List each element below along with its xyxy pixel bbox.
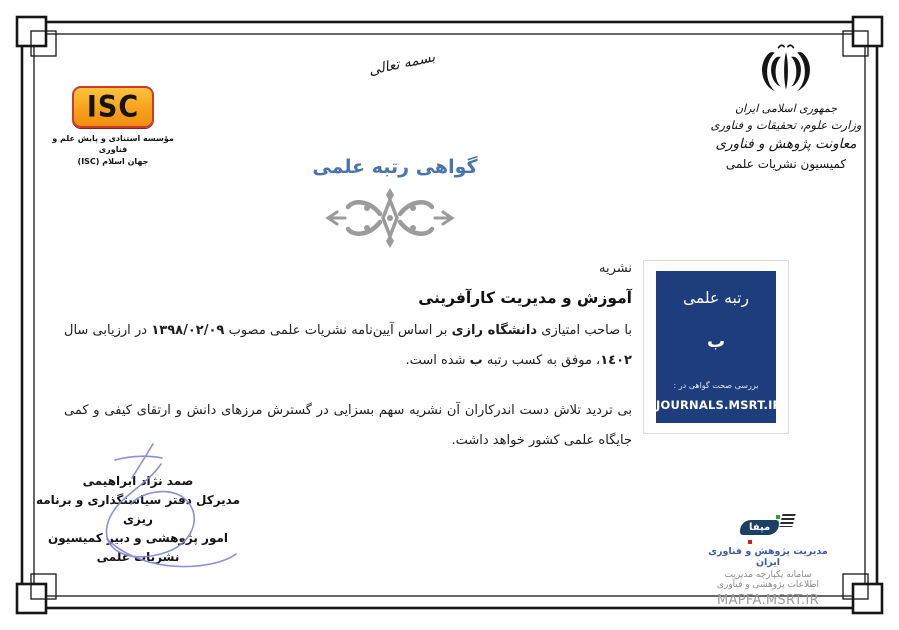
signature-block (30, 472, 246, 567)
certificate-paragraph-1 (64, 316, 632, 375)
ministry-block (690, 42, 882, 171)
signer-role-line1: مدیرکل دفتر سیاستگذاری و برنامه ریزی (35, 493, 241, 526)
isc-logo (72, 86, 154, 128)
isc-logo-text: ISC (86, 90, 140, 124)
arabesque-ornament (322, 186, 458, 250)
signer-name: صمد نژاد ابراهیمی (82, 474, 194, 488)
bismillah-text: بسمه تعالی (367, 49, 437, 79)
certificate-paragraph-2: بی تردید تلاش دست اندرکاران آن نشریه سهم بسزایی در گسترش مرزهای دانش و ارتقای کیفی و کمی جایگاه علمی کشور خواهد داشت. (64, 403, 632, 448)
rank-badge-outer-border (643, 260, 789, 434)
badge-title: رتبه علمی (683, 289, 749, 307)
badge-grade: ب (706, 331, 726, 352)
signer-role-line2: امور پژوهشی و دبیر کمیسیون (47, 531, 229, 545)
mapfa-title-line: مدیریت پژوهش و فناوری ایران (708, 546, 828, 568)
signer-role-line3: نشریات علمی (96, 550, 180, 564)
p1-text-5: شده است. (405, 352, 470, 368)
p1-grade-letter: ب (469, 352, 483, 368)
isc-caption-line1: مؤسسه استنادی و پایش علم و فناوری (52, 134, 174, 154)
p1-evaluation-year: ١٤٠٢ (600, 352, 632, 368)
ministry-name-line: وزارت علوم، تحقیقات و فناوری (710, 118, 862, 132)
p1-text-1: با صاحب امتیازی (537, 323, 633, 338)
p1-text-3: در ارزیابی سال (64, 323, 152, 338)
p1-university-name: دانشگاه رازی (451, 323, 538, 338)
journal-name: آموزش و مدیریت کارآفرینی (418, 289, 632, 307)
mapfa-block (697, 514, 839, 608)
ministry-country-line: جمهوری اسلامی ایران (734, 102, 838, 115)
p1-text-2: بر اساس آیین‌نامه نشریات علمی مصوب (224, 323, 452, 338)
isc-block (50, 86, 176, 167)
mapfa-red-dot (748, 540, 752, 544)
rank-badge (656, 271, 782, 423)
certificate-body (64, 261, 632, 455)
mapfa-logo-text: مپفا (740, 520, 779, 535)
ministry-deputy-line: معاونت پژوهش و فناوری (715, 136, 857, 152)
iran-emblem-icon (756, 42, 816, 98)
mapfa-pages-icon (779, 514, 795, 527)
mapfa-logo (738, 514, 798, 542)
p1-approval-date: ۱۳۹۸/۰۲/۰۹ (151, 323, 225, 338)
p1-text-4: ، موفق به کسب رتبه (482, 352, 601, 368)
mapfa-subtitle-line1: سامانه یکپارچه مدیریت (724, 570, 812, 580)
badge-verify-label: بررسی صحت گواهی در : (673, 381, 759, 390)
mapfa-subtitle-line2: اطلاعات پژوهشی و فنآوری (716, 580, 820, 590)
journal-label: نشریه (599, 261, 632, 276)
badge-verify-url: JOURNALS.MSRT.IR (656, 398, 782, 412)
mapfa-green-dot (776, 515, 780, 519)
ministry-commission-line: کمیسیون نشریات علمی (725, 157, 847, 171)
isc-caption-line2: جهان اسلام (ISC) (77, 157, 149, 166)
mapfa-url: MAPFA.MSRT.IR (717, 593, 819, 608)
certificate-title: گواهی رتبه علمی (312, 156, 478, 178)
